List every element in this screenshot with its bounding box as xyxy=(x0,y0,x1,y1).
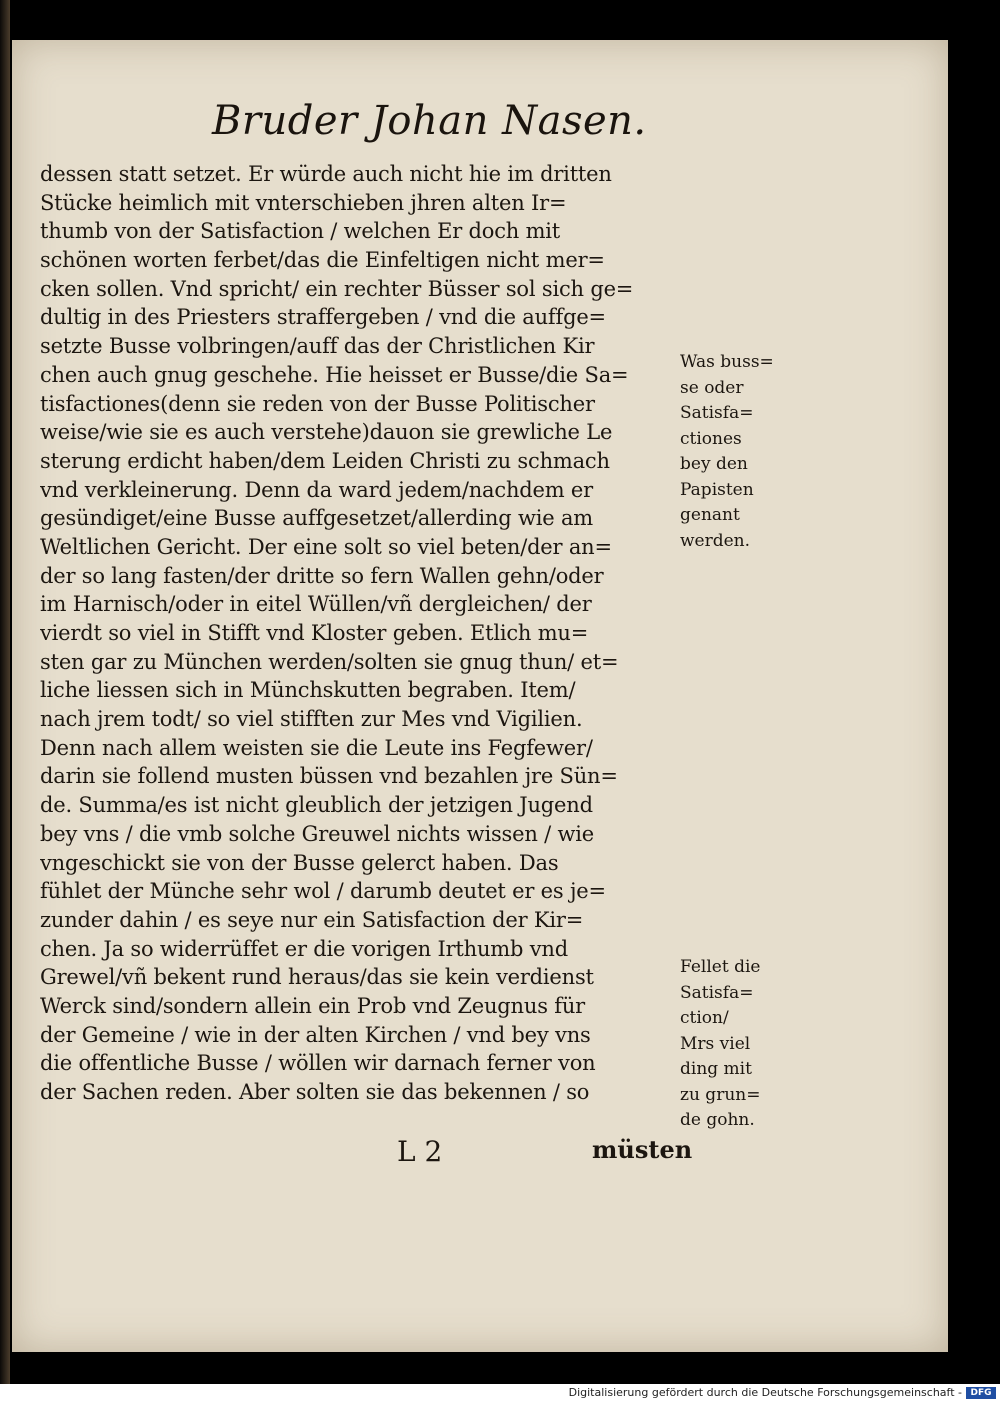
margin-note-line: Was buss= xyxy=(680,352,774,372)
footer-credit: Digitalisierung gefördert durch die Deutsche Forschungsgemeinschaft - xyxy=(568,1386,962,1399)
book-spine-edge xyxy=(0,0,10,1384)
text-line: setzte Busse volbringen/auff das der Christlichen Kir xyxy=(40,334,595,359)
text-line: thumb von der Satisfaction / welchen Er doch mit xyxy=(40,219,561,244)
text-line: vierdt so viel in Stifft vnd Kloster geben. Etlich mu= xyxy=(40,621,589,645)
margin-note-line: Satisfa= xyxy=(680,403,754,423)
text-line: chen auch gnug geschehe. Hie heisset er Busse/die Sa= xyxy=(40,362,629,387)
text-line: sten gar zu München werden/solten sie gnug thun/ et= xyxy=(40,649,619,674)
signature-mark: L 2 xyxy=(397,1135,443,1168)
text-line: Weltlichen Gericht. Der eine solt so viel beten/der an= xyxy=(40,534,612,559)
book-page xyxy=(12,40,948,1352)
text-line: cken sollen. Vnd spricht/ ein rechter Büsser sol sich ge= xyxy=(40,276,634,301)
text-line: darin sie follend musten büssen vnd bezahlen jre Sün= xyxy=(40,764,618,789)
margin-note-penance xyxy=(680,350,780,554)
text-line: der so lang fasten/der dritte so fern Wallen gehn/oder xyxy=(40,563,604,588)
margin-note-line: Papisten xyxy=(680,479,754,500)
catchword: müsten xyxy=(592,1135,693,1164)
text-line: vngeschickt sie von der Busse gelerct haben. Das xyxy=(40,850,559,875)
text-line: Stücke heimlich mit vnterschieben jhren alten Ir= xyxy=(40,190,567,215)
text-line: Denn nach allem weisten sie die Leute ins Fegfewer/ xyxy=(40,735,593,760)
margin-note-line: ding mit xyxy=(680,1059,752,1079)
text-line: zunder dahin / es seye nur ein Satisfaction der Kir= xyxy=(40,907,584,932)
text-line: de. Summa/es ist nicht gleublich der jetzigen Jugend xyxy=(40,793,593,818)
text-line: nach jrem todt/ so viel stifften zur Mes vnd Vigilien. xyxy=(40,707,583,732)
margin-note-line: ction/ xyxy=(680,1008,729,1028)
margin-note-line: se oder xyxy=(680,377,744,398)
margin-note-line: zu grun= xyxy=(680,1084,761,1105)
text-line: dultig in des Priesters straffergeben / vnd die auffge= xyxy=(40,305,606,330)
margin-note-line: de gohn. xyxy=(680,1110,755,1130)
text-line: der Sachen reden. Aber solten sie das bekennen / so xyxy=(40,1080,590,1104)
margin-note-line: bey den xyxy=(680,454,748,474)
text-line: liche liessen sich in Münchskutten begraben. Item/ xyxy=(40,678,576,703)
margin-note-line: Fellet die xyxy=(680,957,761,977)
margin-note-line: werden. xyxy=(680,530,751,551)
text-line: die offentliche Busse / wöllen wir darnach ferner von xyxy=(40,1051,596,1076)
running-head: Bruder Johan Nasen. xyxy=(212,98,647,144)
text-line: bey vns / die vmb solche Greuwel nichts wissen / wie xyxy=(40,821,595,846)
margin-note-satisfaction xyxy=(680,955,780,1134)
text-line: tisfactiones(denn sie reden von der Busse Politischer xyxy=(40,391,595,416)
text-line: der Gemeine / wie in der alten Kirchen / vnd bey vns xyxy=(40,1022,591,1047)
text-line: weise/wie sie es auch verstehe)dauon sie grewliche Le xyxy=(40,420,613,445)
body-text xyxy=(40,160,690,1107)
text-line: fühlet der Münche sehr wol / darumb deutet er es je= xyxy=(40,879,606,904)
margin-note-line: Satisfa= xyxy=(680,982,754,1003)
text-line: sterung erdicht haben/dem Leiden Christi zu schmach xyxy=(40,448,610,473)
text-line: schönen worten ferbet/das die Einfeltigen nicht mer= xyxy=(40,248,605,273)
text-line: gesündiget/eine Busse auffgesetzet/allerding wie am xyxy=(40,506,593,531)
text-line: Werck sind/sondern allein ein Prob vnd Zeugnus für xyxy=(40,993,585,1018)
margin-note-line: Mrs viel xyxy=(680,1033,751,1054)
text-line: im Harnisch/oder in eitel Wüllen/vñ dergleichen/ der xyxy=(40,592,592,617)
text-line: Grewel/vñ bekent rund heraus/das sie kein verdienst xyxy=(40,965,594,990)
margin-note-line: genant xyxy=(680,505,740,525)
margin-note-line: ctiones xyxy=(680,428,742,449)
dfg-logo: DFG xyxy=(966,1387,996,1399)
text-line: chen. Ja so widerrüffet er die vorigen Irthumb vnd xyxy=(40,936,568,961)
text-line: vnd verkleinerung. Denn da ward jedem/nachdem er xyxy=(40,477,593,502)
text-line: dessen statt setzet. Er würde auch nicht hie im dritten xyxy=(40,162,612,186)
